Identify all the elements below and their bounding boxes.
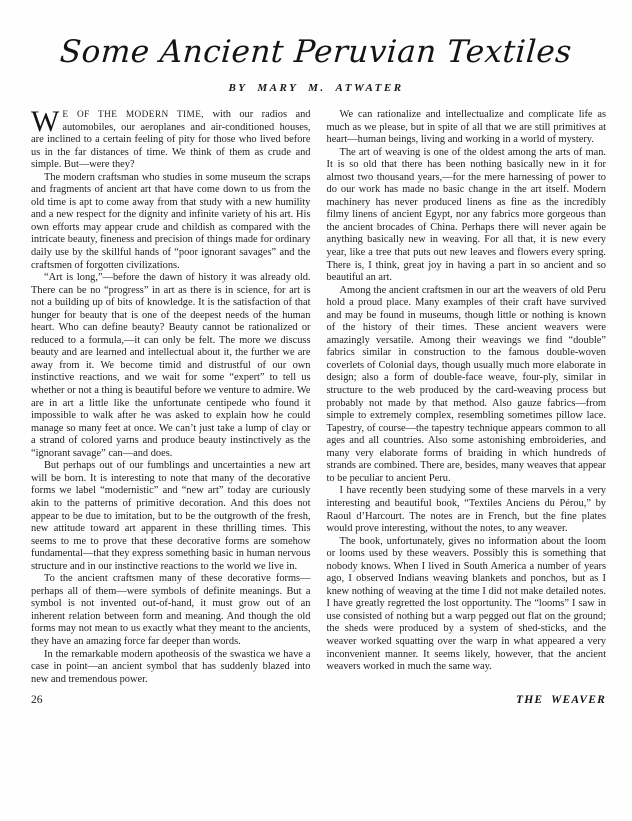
article-title: Some Ancient Peruvian Textiles xyxy=(58,34,574,70)
article-body xyxy=(0,94,632,686)
paragraph: Among the ancient craftsmen in our art the weavers of old Peru hold a proud place. Many examples of their craft have survived and may be found in museums, though little or nothing is known of the history of their times. These ancient weavers were amazingly versatile. Among their weavings we find “double” fabrics similar in construction to the famous double-woven coverlets of Colonial days, though usually much more elaborate in design; also a form of double-face weave, four-ply, similar in structure to the web produced by the card-weaving process but probably not made by that method. Also gauze fabrics—from simple to extremely complex, resembling sometimes pillow lace. Tapestry, of course—the tapestry technique appears common to all ages and all countries. Also some astonishing embroideries, and many very elaborate forms of braiding in which hundreds of strands are combined. There are, besides, many weaves that appear to be peculiar to ancient Peru. xyxy=(326,284,606,484)
paragraph: But perhaps out of our fumblings and uncertainties a new art will be born. It is interesting to note that many of the decorative forms we label “modernistic” and “new art” today are curiously akin to the patterns of primitive decoration. And this does not appear to be due to imitation, but to be the outgrowth of the fresh, new attitude toward art apparent in these thrilling times. This seems to me to prove that these decorative forms are somehow fundamental—that they express something basic in human nervous structure and in our instinctive reactions to the world we live in. xyxy=(31,460,311,572)
page-footer xyxy=(0,686,632,706)
paragraph: We can rationalize and intellectualize and complicate life as much as we please, but in spite of all that we are still primitives at heart—human beings, living and working in a world of mystery. xyxy=(326,109,606,146)
paragraph: To the ancient craftsmen many of these decorative forms—perhaps all of them—were symbols of definite meanings. But a symbol is not invented out-of-hand, it must grow out of an inherent relation between form and meaning. And though the old forms may not mean to us exactly what they meant to the ancients, they have an amazing force far deeper than words. xyxy=(31,573,311,647)
drop-cap: W xyxy=(31,105,60,138)
paragraph: “Art is long,”—before the dawn of history it was already old. There can be no “progress” in art as there is in science, for art is not a building up of bits of knowledge. It is the satisfaction of that hunger for beauty that is one of the deepest needs of the human heart. Who can define beauty? Beauty cannot be rationalized or reduced to a formula,—it can only be felt. The more we discuss beauty and are learned and intellectual about it, the further we are away from it. We become timid and distrustful of our own instinctive reactions, and we wait for some “expert” to tell us whether or not a thing is beautiful before we venture to admire. We are in art a little like the unfortunate centipede who found it impossible to walk after he was asked to explain how he could manage so many feet at once. We can’t just take a lump of clay or a strand of colored yarns and produce beauty instinctively as the “ignorant savage” can—and does. xyxy=(31,272,311,459)
magazine-name: THE WEAVER xyxy=(515,694,606,707)
paragraph: The art of weaving is one of the oldest among the arts of man. It is so old that there has been nothing basically new in it for almost two thousand years,—for the mere harnessing of power to do our work has made no basic change in the art itself. Modern machinery has never produced linens as fine as the incredibly filmy linens of ancient Egypt, nor any fabrics more gorgeous than the ancient brocades of China. Perhaps there will never again be anything basically new in weaving. For all that, it is new every year, like a tree that puts out new leaves and flowers every spring. There is, I think, great joy in having a part in so ancient and so beautiful an art. xyxy=(326,146,606,284)
masthead xyxy=(0,0,632,94)
small-caps-lead: E OF THE MODERN TIME, xyxy=(62,110,205,120)
paragraph: I have recently been studying some of these marvels in a very interesting and beautiful book, “Textiles Anciens du Pérou,” by Raoul d’Harcourt. The notes are in French, but the fine plates would prove interesting, without the notes, to any weaver. xyxy=(326,485,606,535)
opening-paragraph xyxy=(31,105,311,172)
right-column xyxy=(327,109,607,686)
page-number: 26 xyxy=(31,694,43,707)
byline: BY MARY M. ATWATER xyxy=(228,82,404,94)
paragraph: The book, unfortunately, gives no information about the loom or looms used by these weavers. Possibly this is something that nobody knows. When I lived in South America a number of years ago, I observed Indians weaving blankets and ponchos, but as I knew nothing of weaving at the time I did not make detailed notes. I have greatly regretted the lost opportunity. The “looms” I saw in use consisted of nothing but a warp pegged out flat on the ground; the sheds were produced by a system of shed-sticks, and the weaver worked squatting over the warp in what appeared a very inconvenient manner. It seems likely, however, that the ancient weavers worked in much the same way. xyxy=(326,535,606,673)
paragraph: In the remarkable modern apotheosis of the swastica we have a case in point—an ancient symbol that has suddenly blazed into new and tremendous power. xyxy=(31,648,311,685)
opening-text: with our radios and automobiles, our aeroplanes and air-conditioned houses, are inclined to a certain feeling of pity for those who lived before us in the far distances of time. We think of them as crude and simple. But—were they? xyxy=(31,109,311,171)
left-column xyxy=(31,105,311,686)
paragraph: The modern craftsman who studies in some museum the scraps and fragments of ancient art that have come down to us from the old time is apt to come away from that study with a new humility and a new respect for the dignity and infinite variety of his art. His own efforts may appear crude and childish as compared with the intricate beauty, fineness and precision of things made for ordinary daily use by the skillful hands of “poor ignorant savages” and the craftsmen of forgotten civilizations. xyxy=(31,171,311,271)
